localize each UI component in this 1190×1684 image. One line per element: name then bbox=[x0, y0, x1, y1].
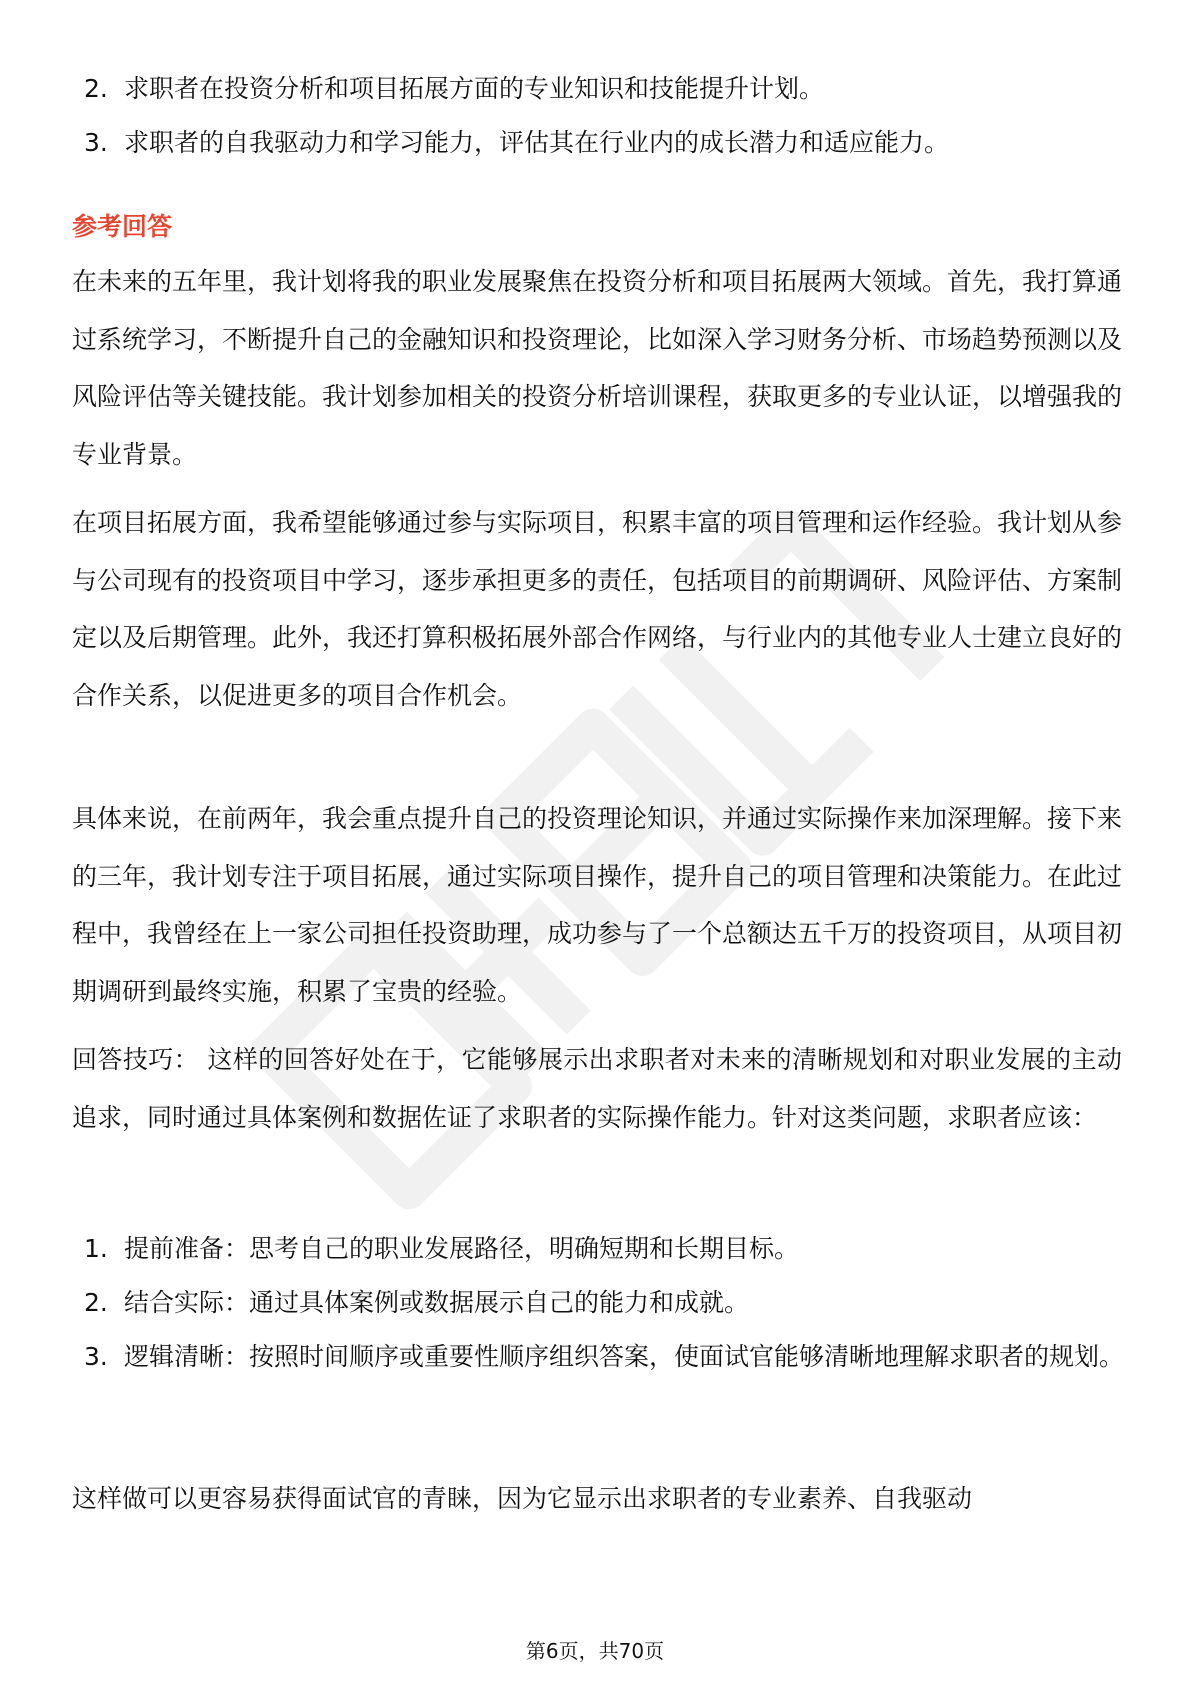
list-text: 结合实际：通过具体案例或数据展示自己的能力和成就。 bbox=[124, 1288, 750, 1317]
paragraph-3: 具体来说，在前两年，我会重点提升自己的投资理论知识，并通过实际操作来加深理解。接下来的三年，我计划专注于项目拓展，通过实际项目操作，提升自己的项目管理和决策能力。在此过程中，我曾经在上一家公司担任投资助理，成功参与了一个总额达五千万的投资项目，从项目初期调研到最终实施，积累了宝贵的经验。 bbox=[72, 804, 1123, 1006]
list-number: 3. bbox=[84, 128, 108, 157]
list-number: 2. bbox=[84, 1288, 108, 1317]
section-heading: 参考回答 bbox=[72, 212, 173, 241]
list-text: 求职者在投资分析和项目拓展方面的专业知识和技能提升计划。 bbox=[124, 74, 825, 103]
list-number: 1. bbox=[84, 1234, 108, 1263]
list-text: 逻辑清晰：按照时间顺序或重要性顺序组织答案，使面试官能够清晰地理解求职者的规划。 bbox=[124, 1342, 1125, 1371]
closing-paragraph: 这样做可以更容易获得面试官的青睐，因为它显示出求职者的专业素养、自我驱动 bbox=[72, 1484, 973, 1513]
page-footer: 第6页，共70页 bbox=[525, 1639, 665, 1663]
tips-paragraph: 回答技巧： 这样的回答好处在于，它能够展示出求职者对未来的清晰规划和对职业发展的主动追求，同时通过具体案例和数据佐证了求职者的实际操作能力。针对这类问题，求职者应该： bbox=[72, 1045, 1122, 1132]
paragraph-1: 在未来的五年里，我计划将我的职业发展聚焦在投资分析和项目拓展两大领域。首先，我打算通过系统学习，不断提升自己的金融知识和投资理论，比如深入学习财务分析、市场趋势预测以及风险评估等关键技能。我计划参加相关的投资分析培训课程，获取更多的专业认证，以增强我的专业背景。 bbox=[72, 267, 1123, 469]
paragraph-2: 在项目拓展方面，我希望能够通过参与实际项目，积累丰富的项目管理和运作经验。我计划从参与公司现有的投资项目中学习，逐步承担更多的责任，包括项目的前期调研、风险评估、方案制定以及后期管理。此外，我还打算积极拓展外部合作网络，与行业内的其他专业人士建立良好的合作关系，以促进更多的项目合作机会。 bbox=[72, 508, 1123, 710]
list-text: 提前准备：思考自己的职业发展路径，明确短期和长期目标。 bbox=[124, 1234, 800, 1263]
list-number: 2. bbox=[84, 74, 108, 103]
list-number: 3. bbox=[84, 1342, 108, 1371]
list-text: 求职者的自我驱动力和学习能力，评估其在行业内的成长潜力和适应能力。 bbox=[124, 128, 950, 157]
